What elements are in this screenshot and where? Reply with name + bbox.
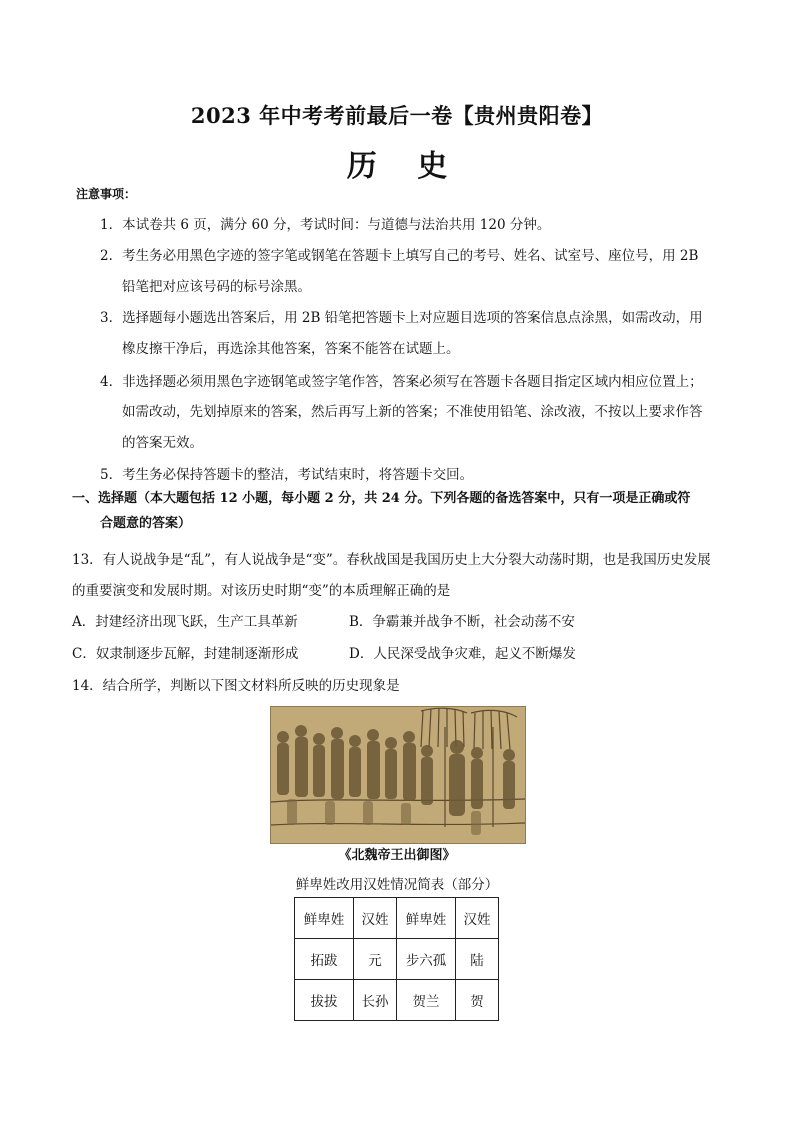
surname-table [294,897,499,1021]
notice-item-1: 1．本试卷共 6 页，满分 60 分，考试时间：与道德与法治共用 120 分钟。 [100,217,551,233]
table-header-cell: 鲜卑姓 [397,898,456,939]
q13-stem: 13．有人说战争是“乱”，有人说战争是“变”。春秋战国是我国历史上大分裂大动荡时期，也是我国历史发展 [72,552,711,568]
notice-item-5: 5．考生务必保持答题卡的整洁，考试结束时，将答题卡交回。 [100,467,474,483]
notice-item-3-cont: 橡皮擦干净后，再选涂其他答案，答案不能答在试题上。 [122,341,460,357]
image-caption: 《北魏帝王出御图》 [338,848,456,863]
q14-stem: 14．结合所学，判断以下图文材料所反映的历史现象是 [72,678,400,694]
table-cell: 贺 [456,980,499,1021]
notice-heading: 注意事项： [76,187,137,201]
table-cell: 长孙 [354,980,397,1021]
table-header-cell: 汉姓 [354,898,397,939]
table-row [295,939,499,980]
q13-option-a: A．封建经济出现飞跃，生产工具革新 [72,614,298,630]
notice-item-2: 2．考生务必用黑色字迹的签字笔或钢笔在答题卡上填写自己的考号、姓名、试室号、座位号，用 2B [100,248,699,264]
q13-option-d: D．人民深受战争灾难，起义不断爆发 [349,646,576,662]
table-cell: 元 [354,939,397,980]
table-header-cell: 汉姓 [456,898,499,939]
table-title: 鲜卑姓改用汉姓情况简表（部分） [295,877,499,893]
table-cell: 拓跋 [295,939,354,980]
table-cell: 步六孤 [397,939,456,980]
q13-stem-cont: 的重要演变和发展时期。对该历史时期“变”的本质理解正确的是 [72,583,451,599]
section-heading: 一、选择题（本大题包括 12 小题，每小题 2 分，共 24 分。下列各题的备选答案中，只有一项是正确或符 [72,491,691,506]
table-cell: 拔拔 [295,980,354,1021]
table-cell: 贺兰 [397,980,456,1021]
exam-title: 2023 年中考考前最后一卷【贵州贵阳卷】 [190,103,604,128]
table-header-cell: 鲜卑姓 [295,898,354,939]
notice-item-4-cont1: 如需改动，先划掉原来的答案，然后再写上新的答案；不准使用铅笔、涂改液，不按以上要求作答 [122,404,703,420]
relief-image [270,706,526,844]
notice-item-2-cont: 铅笔把对应该号码的标号涂黑。 [122,279,311,295]
notice-item-4: 4．非选择题必须用黑色字迹钢笔或签字笔作答，答案必须写在答题卡各题目指定区域内相应位置上； [100,374,703,390]
notice-item-3: 3．选择题每小题选出答案后，用 2B 铅笔把答题卡上对应题目选项的答案信息点涂黑，如需改动，用 [100,310,703,326]
q13-option-b: B．争霸兼并战争不断，社会动荡不安 [349,614,575,630]
subject-title: 历 史 [346,149,448,184]
notice-item-4-cont2: 的答案无效。 [122,435,203,451]
table-row [295,980,499,1021]
section-heading-cont: 合题意的答案） [100,516,192,531]
q13-option-c: C．奴隶制逐步瓦解，封建制逐渐形成 [72,646,299,662]
table-cell: 陆 [456,939,499,980]
relief-figures-drawing [271,707,525,843]
table-header-row [295,898,499,939]
